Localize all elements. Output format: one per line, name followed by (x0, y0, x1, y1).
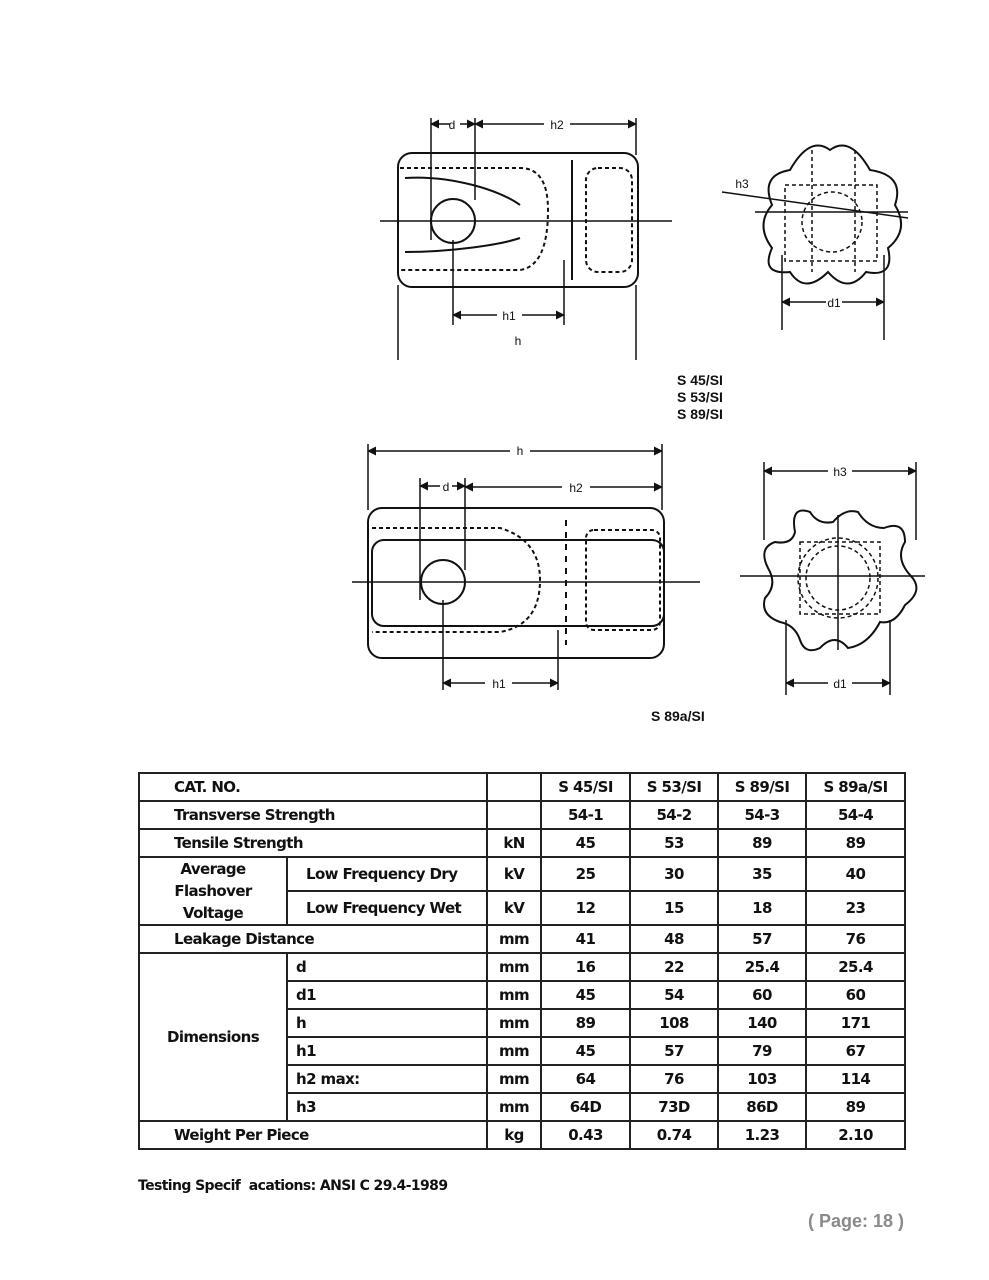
unit-cell: kg (487, 1121, 541, 1149)
value-cell: 45 (541, 981, 630, 1009)
side-view-bottom-drawing (352, 444, 700, 690)
caption-line: S 89/SI (677, 406, 723, 422)
row-label: Low Frequency Dry (287, 857, 487, 891)
value-cell: 2.10 (806, 1121, 905, 1149)
value-cell: 41 (541, 925, 630, 953)
row-label: h2 max: (287, 1065, 487, 1093)
testing-specifications-note: Testing Specif acations: ANSI C 29.4-1989 (138, 1178, 448, 1194)
value-cell: 64D (541, 1093, 630, 1121)
row-label: Weight Per Piece (139, 1121, 487, 1149)
value-cell: 54 (630, 981, 718, 1009)
unit-cell: kN (487, 829, 541, 857)
value-cell: 25.4 (806, 953, 905, 981)
value-cell: 79 (718, 1037, 806, 1065)
unit-cell: mm (487, 925, 541, 953)
value-cell: 86D (718, 1093, 806, 1121)
table-row-dim-d (139, 953, 905, 981)
value-cell: 40 (806, 857, 905, 891)
value-cell: 15 (630, 891, 718, 925)
value-cell: 12 (541, 891, 630, 925)
table-row-cat-no (139, 773, 905, 801)
value-cell: 22 (630, 953, 718, 981)
label-h3-bottom: h3 (833, 465, 847, 479)
value-cell: 76 (630, 1065, 718, 1093)
value-cell: 64 (541, 1065, 630, 1093)
value-cell: 57 (630, 1037, 718, 1065)
value-cell: 140 (718, 1009, 806, 1037)
value-cell: 48 (630, 925, 718, 953)
row-label: h (287, 1009, 487, 1037)
value-cell: 25.4 (718, 953, 806, 981)
end-view-top-drawing (722, 146, 908, 341)
unit-cell: kV (487, 891, 541, 925)
column-header: S 89/SI (718, 773, 806, 801)
unit-cell: mm (487, 953, 541, 981)
value-cell: 0.43 (541, 1121, 630, 1149)
value-cell: 57 (718, 925, 806, 953)
value-cell: 89 (718, 829, 806, 857)
value-cell: 54-4 (806, 801, 905, 829)
label-h2-top: h2 (550, 118, 564, 132)
row-label: h1 (287, 1037, 487, 1065)
label-d-bottom: d (442, 480, 450, 494)
value-cell: 89 (806, 1093, 905, 1121)
value-cell: 23 (806, 891, 905, 925)
value-cell: 89 (806, 829, 905, 857)
row-label: Leakage Distance (139, 925, 487, 953)
value-cell: 0.74 (630, 1121, 718, 1149)
value-cell: 18 (718, 891, 806, 925)
label-d1-top: d1 (827, 296, 841, 310)
value-cell: 54-3 (718, 801, 806, 829)
unit-cell (487, 773, 541, 801)
value-cell: 1.23 (718, 1121, 806, 1149)
column-header: S 53/SI (630, 773, 718, 801)
label-d1-bottom: d1 (833, 677, 847, 691)
label-h1-bottom: h1 (492, 677, 506, 691)
value-cell: 76 (806, 925, 905, 953)
table-row-leakage (139, 925, 905, 953)
caption-line: S 53/SI (677, 389, 723, 405)
value-cell: 53 (630, 829, 718, 857)
value-cell: 60 (806, 981, 905, 1009)
side-view-top-drawing (380, 118, 672, 360)
bottom-drawing-caption: S 89a/SI (651, 708, 705, 724)
flashover-group-label: Average Flashover Voltage (139, 857, 287, 925)
top-drawing-caption (677, 372, 723, 423)
row-label: Tensile Strength (139, 829, 487, 857)
row-label: Transverse Strength (139, 801, 487, 829)
column-header: S 45/SI (541, 773, 630, 801)
label-h-top: h (514, 334, 522, 348)
value-cell: 30 (630, 857, 718, 891)
label-d-top: d (448, 118, 456, 132)
label-h1-top: h1 (502, 309, 516, 323)
unit-cell: mm (487, 1093, 541, 1121)
end-view-bottom-drawing (740, 462, 925, 695)
table-row-transverse (139, 801, 905, 829)
value-cell: 114 (806, 1065, 905, 1093)
dimensions-group-label: Dimensions (139, 953, 287, 1121)
unit-cell: kV (487, 857, 541, 891)
page-number: ( Page: 18 ) (808, 1211, 905, 1231)
unit-cell (487, 801, 541, 829)
value-cell: 108 (630, 1009, 718, 1037)
table-row-tensile (139, 829, 905, 857)
value-cell: 45 (541, 829, 630, 857)
row-label: d1 (287, 981, 487, 1009)
value-cell: 171 (806, 1009, 905, 1037)
value-cell: 103 (718, 1065, 806, 1093)
value-cell: 67 (806, 1037, 905, 1065)
value-cell: 35 (718, 857, 806, 891)
label-h2-bottom: h2 (569, 481, 583, 495)
value-cell: 16 (541, 953, 630, 981)
column-header: S 89a/SI (806, 773, 905, 801)
caption-line: S 45/SI (677, 372, 723, 388)
table-row-weight (139, 1121, 905, 1149)
row-label: d (287, 953, 487, 981)
unit-cell: mm (487, 1037, 541, 1065)
value-cell: 73D (630, 1093, 718, 1121)
row-label: CAT. NO. (139, 773, 487, 801)
value-cell: 54-2 (630, 801, 718, 829)
row-label: Low Frequency Wet (287, 891, 487, 925)
specification-table (138, 772, 906, 1150)
row-label: h3 (287, 1093, 487, 1121)
value-cell: 54-1 (541, 801, 630, 829)
unit-cell: mm (487, 1009, 541, 1037)
value-cell: 60 (718, 981, 806, 1009)
value-cell: 89 (541, 1009, 630, 1037)
unit-cell: mm (487, 981, 541, 1009)
value-cell: 45 (541, 1037, 630, 1065)
unit-cell: mm (487, 1065, 541, 1093)
label-h3-top: h3 (735, 177, 749, 191)
label-h-bottom: h (516, 444, 524, 458)
value-cell: 25 (541, 857, 630, 891)
table-row-flashover-dry (139, 857, 905, 891)
